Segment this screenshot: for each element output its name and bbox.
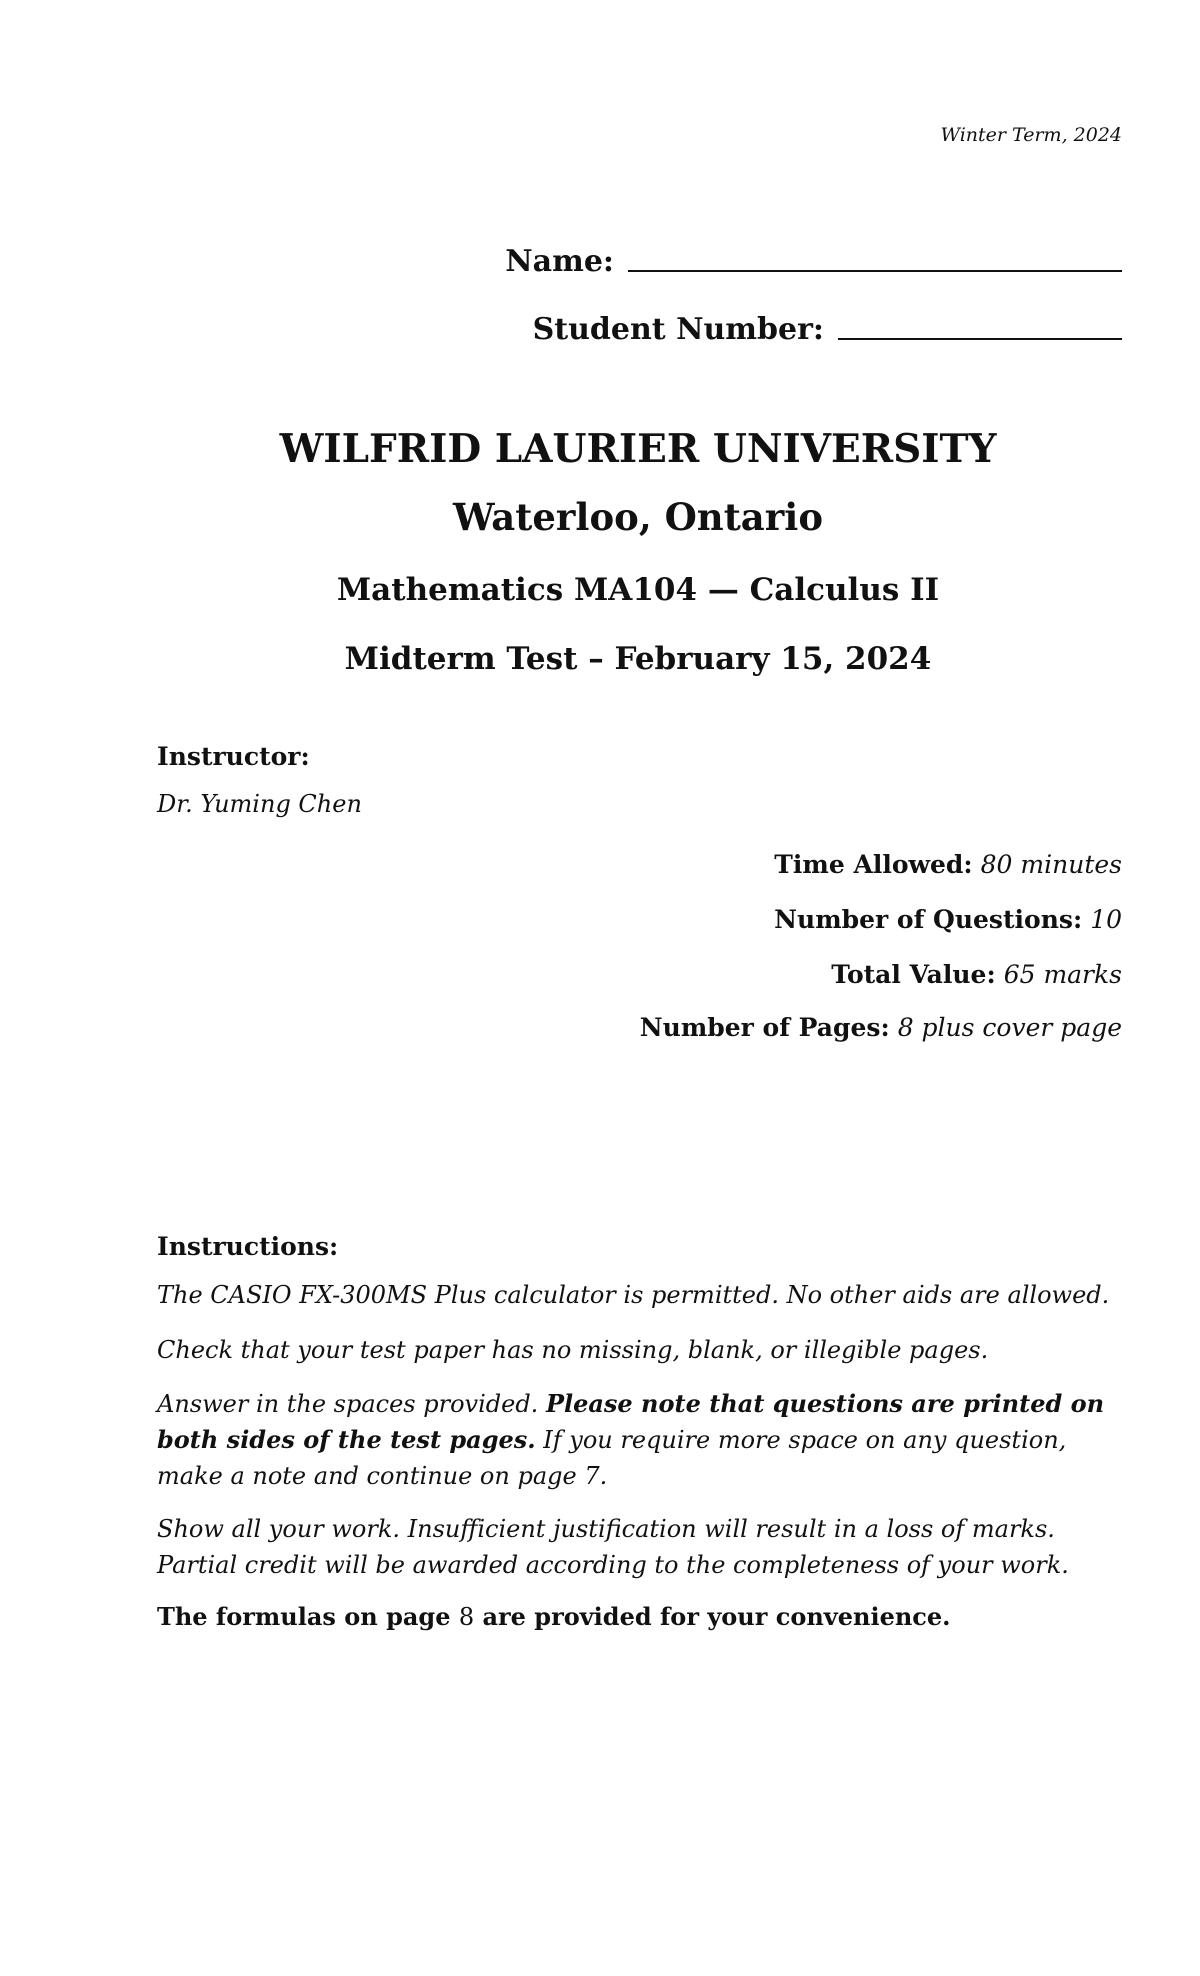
instruction-formulas-end: are provided for your convenience. bbox=[474, 1602, 951, 1631]
instruction-formulas-page: 8 bbox=[458, 1603, 475, 1631]
instruction-show-work: Show all your work. Insufficient justification will result in a loss of marks. Partial credit will be awarded according to the completeness of your work. bbox=[157, 1515, 1069, 1579]
instructor-heading: Instructor: bbox=[157, 742, 310, 771]
instruction-answer-spaces bbox=[157, 1386, 1122, 1494]
total-value-label: Total Value: bbox=[831, 960, 996, 989]
name-label: Name: bbox=[505, 244, 614, 279]
instruction-formulas-start: The formulas on page bbox=[157, 1602, 459, 1631]
student-number-field bbox=[533, 312, 1122, 347]
instruction-calculator: The CASIO FX-300MS Plus calculator is permitted. No other aids are allowed. bbox=[157, 1281, 1110, 1309]
number-of-questions bbox=[774, 905, 1122, 934]
total-value-value: 65 marks bbox=[1003, 960, 1122, 989]
term-label: Winter Term, 2024 bbox=[940, 124, 1122, 146]
course-title: Mathematics MA104 — Calculus II bbox=[336, 572, 940, 608]
time-allowed-label: Time Allowed: bbox=[774, 850, 973, 879]
instructor-name: Dr. Yuming Chen bbox=[157, 790, 362, 818]
number-of-questions-value: 10 bbox=[1090, 905, 1122, 934]
total-value bbox=[831, 960, 1122, 989]
university-location: Waterloo, Ontario bbox=[452, 495, 824, 539]
test-title: Midterm Test – February 15, 2024 bbox=[344, 641, 932, 677]
instruction-answer-end: If you require more space on any question, make a note and continue on page 7. bbox=[157, 1426, 1067, 1490]
instruction-formulas bbox=[157, 1599, 1122, 1635]
number-of-pages-value: 8 plus cover page bbox=[897, 1013, 1122, 1042]
time-allowed bbox=[774, 850, 1122, 879]
number-of-pages-label: Number of Pages: bbox=[639, 1013, 890, 1042]
student-number-label: Student Number: bbox=[532, 312, 824, 347]
university-title: WILFRID LAURIER UNIVERSITY bbox=[279, 426, 997, 472]
name-field bbox=[505, 244, 1122, 279]
student-number-blank-line[interactable] bbox=[838, 337, 1122, 340]
time-allowed-value: 80 minutes bbox=[980, 850, 1122, 879]
number-of-pages bbox=[640, 1013, 1122, 1042]
instructions-heading: Instructions: bbox=[157, 1232, 339, 1261]
instruction-check-pages: Check that your test paper has no missing, blank, or illegible pages. bbox=[157, 1336, 989, 1364]
name-blank-line[interactable] bbox=[628, 269, 1122, 272]
instruction-answer-bold: Please note that questions are printed on both sides of the test pages. bbox=[157, 1389, 1105, 1454]
number-of-questions-label: Number of Questions: bbox=[774, 905, 1083, 934]
instruction-answer-start: Answer in the spaces provided. bbox=[157, 1390, 546, 1418]
